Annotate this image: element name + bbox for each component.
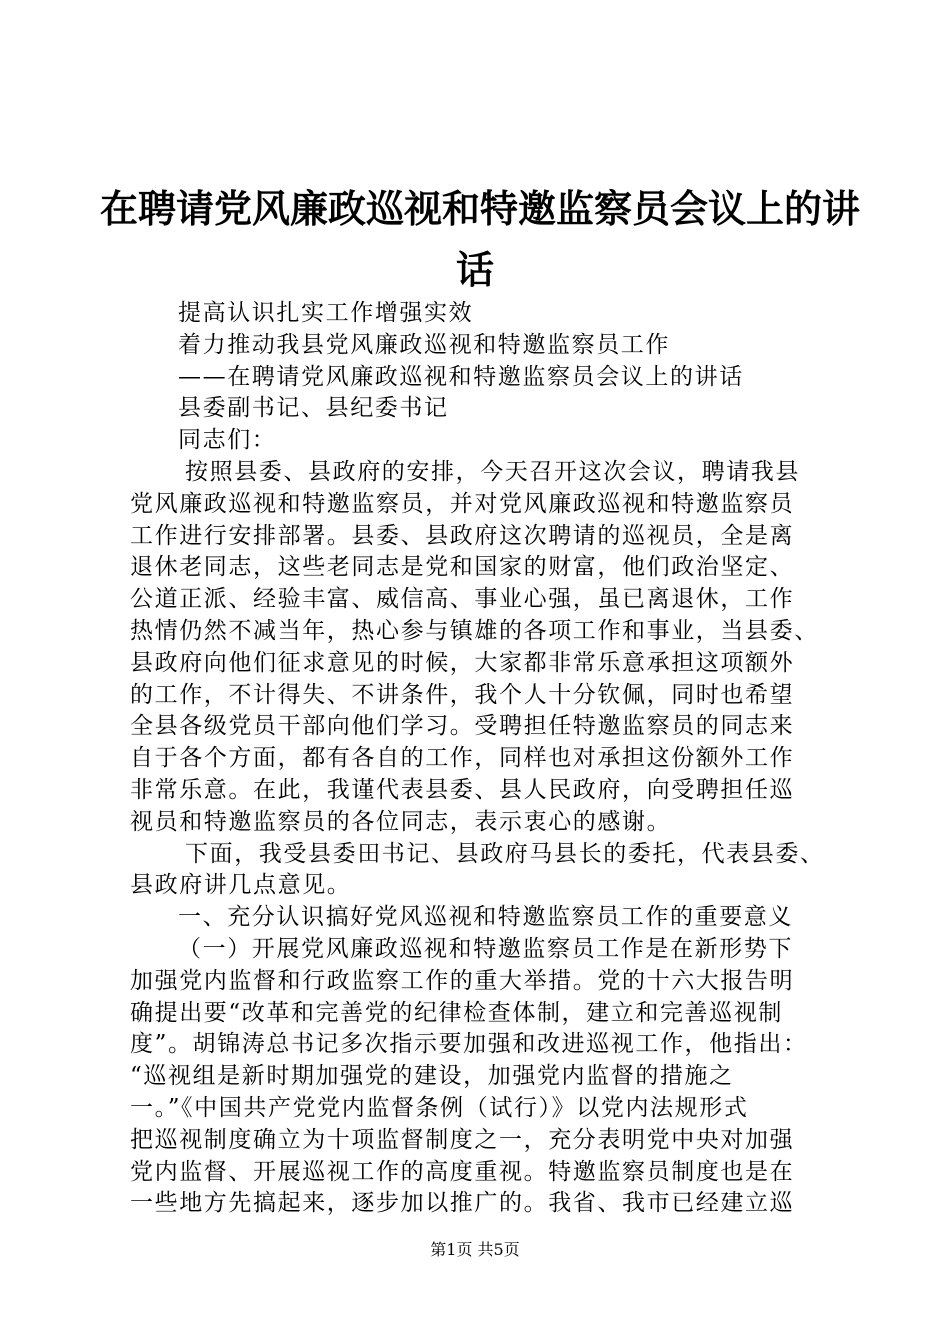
paragraph-line: 下面，我受县委田书记、县政府马县长的委托，代表县委、 — [185, 840, 825, 867]
paragraph-line: 党风廉政巡视和特邀监察员，并对党风廉政巡视和特邀监察员 — [130, 490, 795, 517]
paragraph-line: 热情仍然不减当年，热心参与镇雄的各项工作和事业，当县委、 — [130, 617, 819, 644]
paragraph-line: “巡视组是新时期加强党的建设，加强党内监督的措施之 — [130, 1063, 734, 1090]
page-number-footer: 第1页 共5页 — [430, 1240, 520, 1259]
paragraph-line: 一。”《中国共产党党内监督条例（试行）》以党内法规形式 — [130, 1094, 749, 1121]
document-title-line-1: 在聘请党风廉政巡视和特邀监察员会议上的讲 — [100, 186, 861, 231]
section-heading: 一、充分认识搞好党风巡视和特邀监察员工作的重要意义 — [178, 904, 793, 931]
subtitle-line: ——在聘请党风廉政巡视和特邀监察员会议上的讲话 — [178, 363, 744, 390]
paragraph-line: 党内监督、开展巡视工作的高度重视。特邀监察员制度也是在 — [130, 1158, 795, 1185]
paragraph-line: 加强党内监督和行政监察工作的重大举措。党的十六大报告明 — [130, 967, 795, 994]
paragraph-line: （一）开展党风廉政巡视和特邀监察员工作是在新形势下 — [178, 935, 793, 962]
paragraph-line: 按照县委、县政府的安排，今天召开这次会议，聘请我县 — [185, 458, 800, 485]
paragraph-line: 确提出要“改革和完善党的纪律检查体制，建立和完善巡视制 — [130, 999, 783, 1026]
paragraph-line: 退休老同志，这些老同志是党和国家的财富，他们政治坚定、 — [130, 554, 795, 581]
salutation-line: 同志们： — [178, 427, 277, 454]
paragraph-line: 自于各个方面，都有各自的工作，同样也对承担这份额外工作 — [130, 745, 795, 772]
paragraph-line: 把巡视制度确立为十项监督制度之一，充分表明党中央对加强 — [130, 1126, 795, 1153]
paragraph-line: 全县各级党员干部向他们学习。受聘担任特邀监察员的同志来 — [130, 713, 795, 740]
paragraph-line: 县政府向他们征求意见的时候，大家都非常乐意承担这项额外 — [130, 649, 795, 676]
paragraph-line: 县政府讲几点意见。 — [130, 872, 352, 899]
subtitle-line: 着力推动我县党风廉政巡视和特邀监察员工作 — [178, 331, 670, 358]
paragraph-line: 视员和特邀监察员的各位同志，表示衷心的感谢。 — [130, 808, 672, 835]
document-body — [130, 298, 835, 1220]
paragraph-line: 公道正派、经验丰富、威信高、事业心强，虽已离退休，工作 — [130, 586, 795, 613]
subtitle-line: 提高认识扎实工作增强实效 — [178, 300, 474, 326]
paragraph-line: 一些地方先搞起来，逐步加以推广的。我省、我市已经建立巡 — [130, 1190, 795, 1217]
document-title-line-2: 话 — [455, 247, 494, 292]
paragraph-line: 的工作，不计得失、不讲条件，我个人十分钦佩，同时也希望 — [130, 681, 795, 708]
speaker-line: 县委副书记、县纪委书记 — [178, 395, 449, 422]
paragraph-line: 非常乐意。在此，我谨代表县委、县人民政府，向受聘担任巡 — [130, 776, 795, 803]
paragraph-line: 工作进行安排部署。县委、县政府这次聘请的巡视员，全是离 — [130, 522, 795, 549]
paragraph-line: 度”。胡锦涛总书记多次指示要加强和改进巡视工作，他指出： — [130, 1031, 808, 1058]
